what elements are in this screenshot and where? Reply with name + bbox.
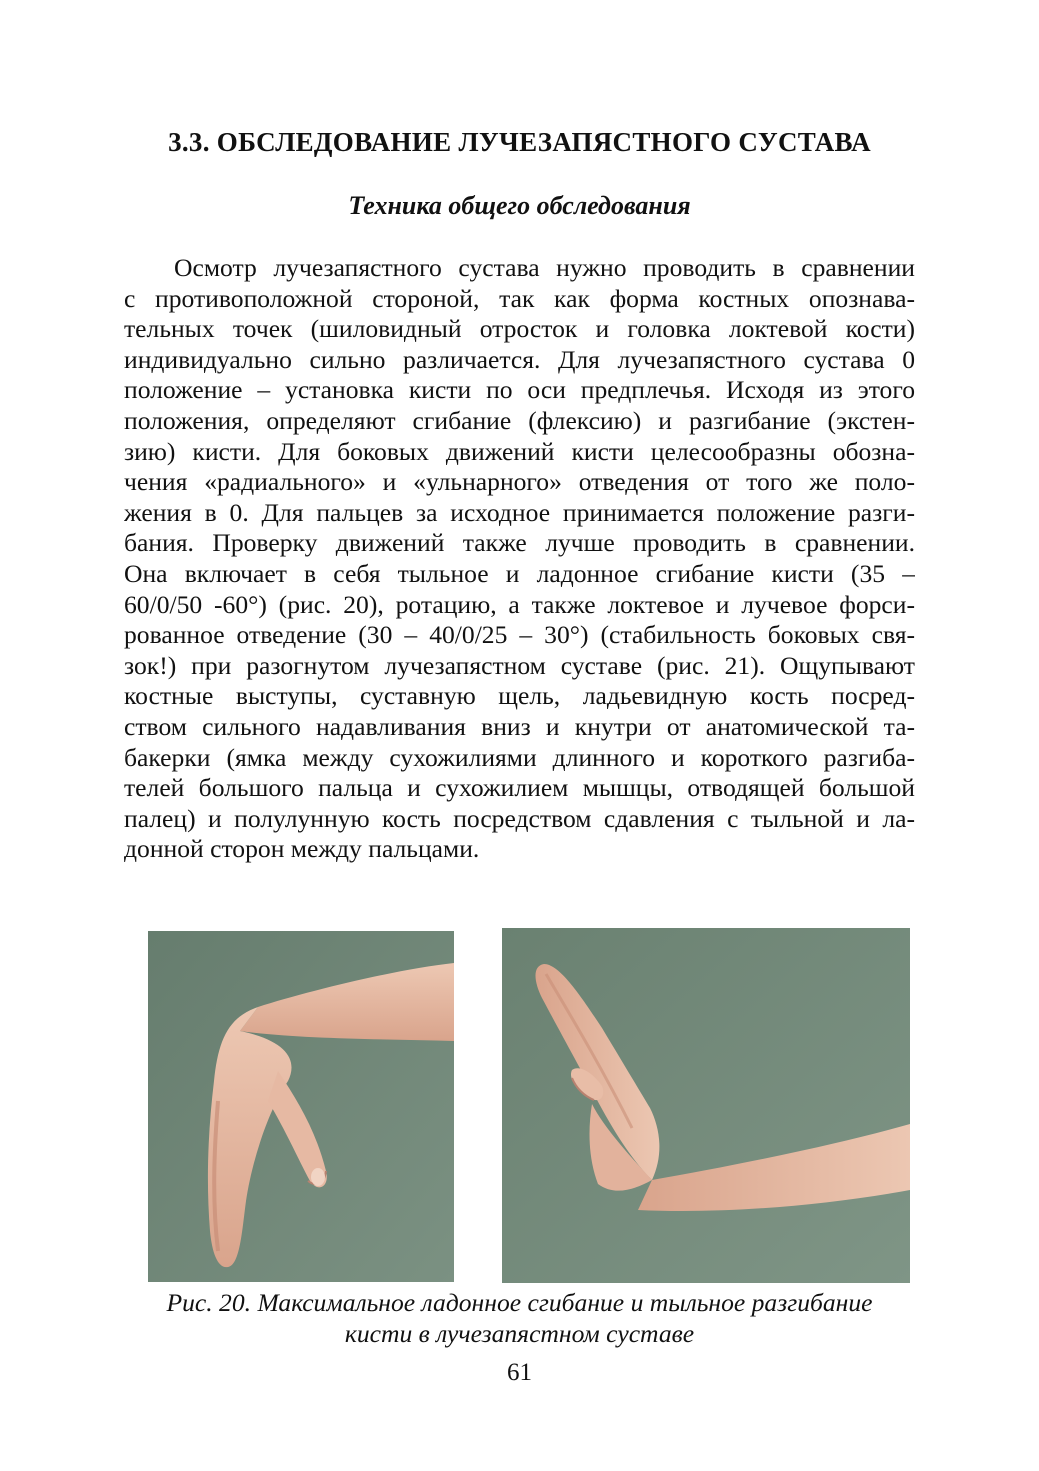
paragraph-line: 60/0/50 -60°) (рис. 20), ротацию, а также локтевое и лучевое форси- (124, 589, 915, 619)
subsection-heading: Техника общего обследования (348, 191, 691, 220)
paragraph-line: индивидуально сильно различается. Для лучезапястного сустава 0 (124, 344, 915, 374)
paragraph-line: палец) и полулунную кость посредством сдавления с тыльной и ла- (124, 803, 915, 833)
dorsal-extension-illustration (502, 928, 910, 1283)
paragraph-line: Она включает в себя тыльное и ладонное сгибание кисти (35 – (124, 558, 915, 588)
paragraph-line: телей большого пальца и сухожилием мышцы, отводящей большой (124, 773, 915, 803)
figure-caption (0, 1287, 1039, 1349)
palmar-flexion-illustration (148, 931, 454, 1282)
paragraph-line: с противоположной стороной, так как форма костных опознава- (124, 283, 915, 313)
caption-line: кисти в лучезапястном суставе (344, 1319, 695, 1348)
section-heading: 3.3. ОБСЛЕДОВАНИЕ ЛУЧЕЗАПЯСТНОГО СУСТАВА (168, 127, 871, 157)
paragraph-line: зок!) при разогнутом лучезапястном суставе (рис. 21). Ощупывают (124, 650, 915, 680)
paragraph-line: Осмотр лучезапястного сустава нужно проводить в сравнении (174, 253, 915, 282)
paragraph-line: бакерки (ямка между сухожилиями длинного и короткого разгиба- (124, 742, 915, 772)
paragraph-line: чения «радиального» и «ульнарного» отведения от того же поло- (124, 467, 915, 497)
photo-palmar-flexion (148, 931, 454, 1282)
paragraph-line: костные выступы, суставную щель, ладьевидную кость посред- (124, 681, 915, 711)
paragraph-line: бания. Проверку движений также лучше проводить в сравнении. (124, 528, 915, 558)
caption-line: Рис. 20. Максимальное ладонное сгибание и тыльное разгибание (166, 1288, 873, 1317)
paragraph-line: положение – установка кисти по оси предплечья. Исходя из этого (124, 375, 915, 405)
body-paragraph (124, 253, 915, 865)
photo-dorsal-extension (502, 928, 910, 1283)
paragraph-line: жения в 0. Для пальцев за исходное принимается положение разги- (124, 497, 915, 527)
paragraph-line: ством сильного надавливания вниз и кнутри от анатомической та- (124, 711, 915, 741)
paragraph-line: донной сторон между пальцами. (124, 834, 480, 864)
paragraph-line: тельных точек (шиловидный отросток и головка локтевой кости) (124, 314, 915, 344)
paragraph-line: зию) кисти. Для боковых движений кисти целесообразны обозна- (124, 436, 915, 466)
paragraph-line: рованное отведение (30 – 40/0/25 – 30°) (стабильность боковых свя- (124, 620, 915, 650)
paragraph-line: положения, определяют сгибание (флексию) и разгибание (экстен- (124, 405, 915, 435)
page-number: 61 (507, 1359, 532, 1386)
